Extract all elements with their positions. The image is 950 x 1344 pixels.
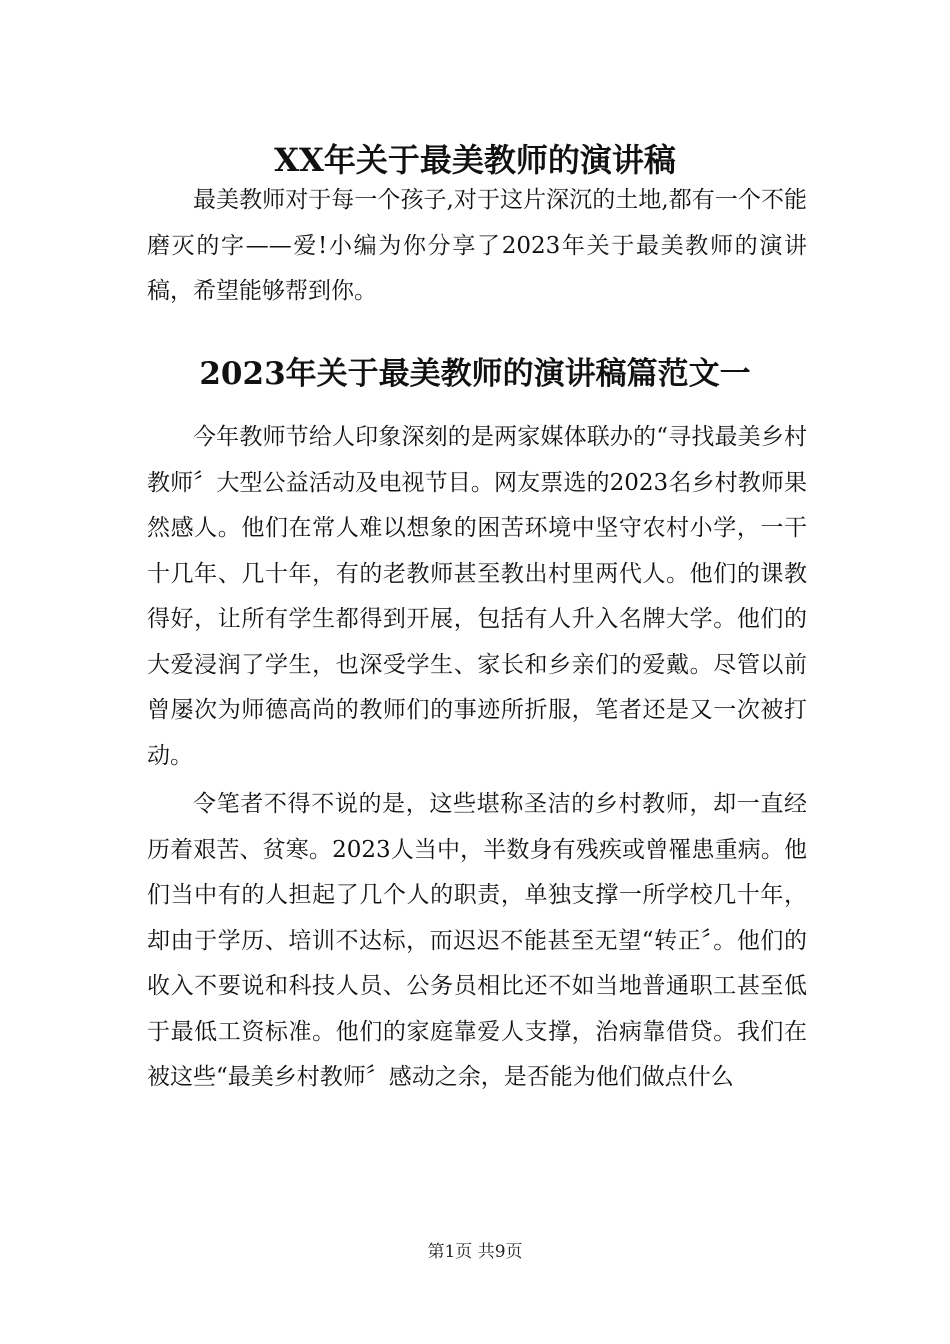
page-footer [0, 1240, 950, 1264]
intro-paragraph: 最美教师对于每一个孩子,对于这片深沉的土地,都有一个不能磨灭的字——爱!小编为你分享了2023年关于最美教师的演讲稿，希望能够帮到你。 [147, 187, 807, 304]
body-paragraph-1: 今年教师节给人印象深刻的是两家媒体联办的“寻找最美乡村教师〞大型公益活动及电视节目。网友票选的2023名乡村教师果然感人。他们在常人难以想象的困苦环境中坚守农村小学，一干十几年、几十年，有的老教师甚至教出村里两代人。他们的课教得好，让所有学生都得到开展，包括有人升入名牌大学。他们的大爱浸润了学生，也深受学生、家长和乡亲们的爱戴。尽管以前曾屡次为师德高尚的教师们的事迹所折服，笔者还是又一次被打动。 [147, 424, 807, 769]
body-paragraph-2: 令笔者不得不说的是，这些堪称圣洁的乡村教师，却一直经历着艰苦、贫寒。2023人当中，半数身有残疾或曾罹患重病。他们当中有的人担起了几个人的职责，单独支撑一所学校几十年，却由于学历、培训不达标，而迟迟不能甚至无望“转正〞。他们的收入不要说和科技人员、公务员相比还不如当地普通职工甚至低于最低工资标准。他们的家庭靠爱人支撑，治病靠借贷。我们在被这些“最美乡村教师〞感动之余，是否能为他们做点什么 [147, 791, 807, 1090]
page-number-label: 第1页 共9页 [427, 1242, 523, 1262]
section-title: 2023年关于最美教师的演讲稿篇范文一 [199, 356, 751, 392]
document-title: XX年关于最美教师的演讲稿 [274, 141, 676, 179]
